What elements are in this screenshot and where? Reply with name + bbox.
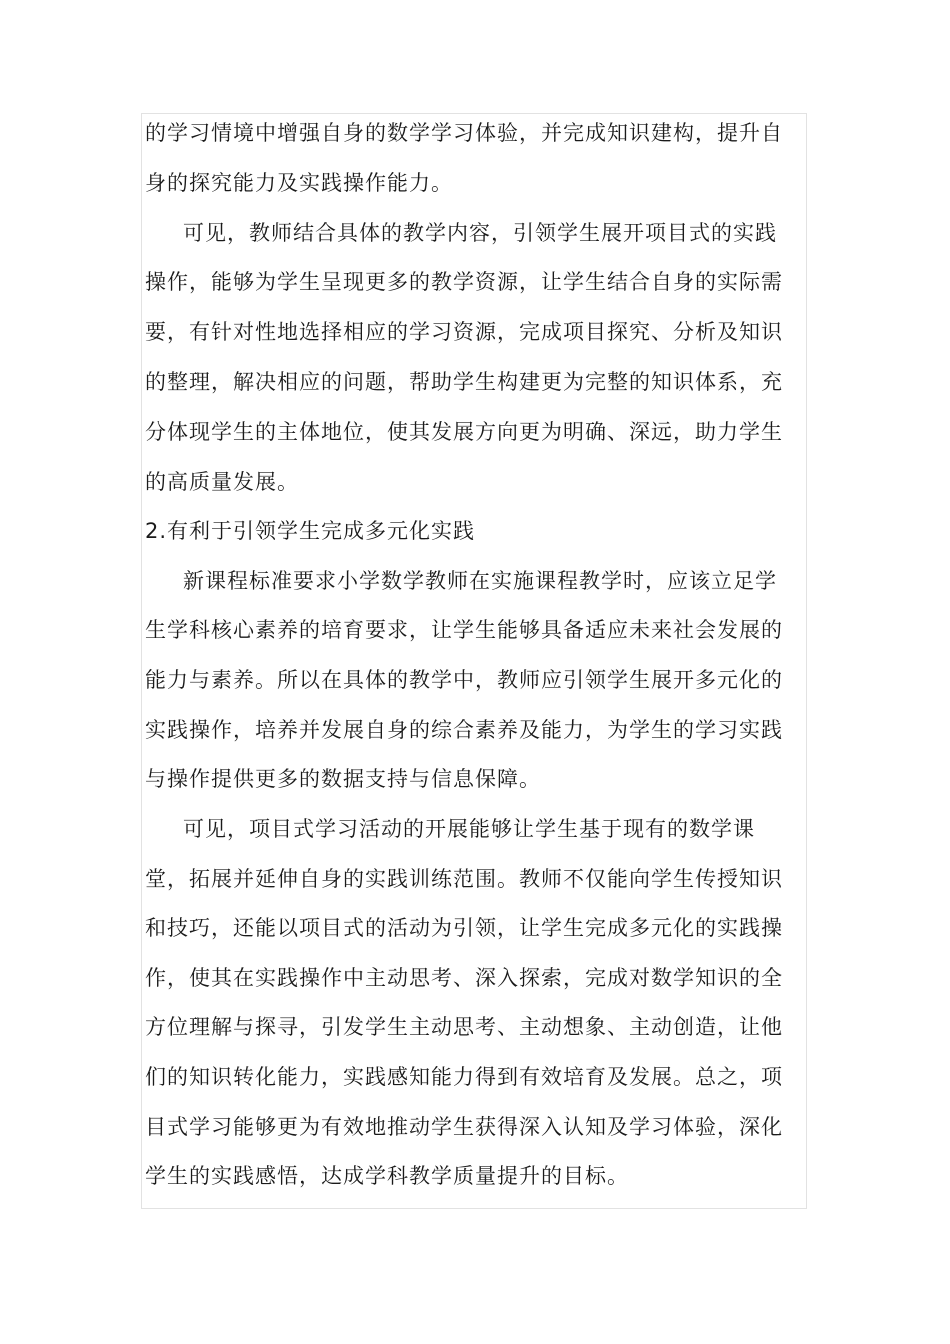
body-text-line: 实践操作，培养并发展自身的综合素养及能力，为学生的学习实践 [145, 718, 783, 742]
body-text-line: 的整理，解决相应的问题，帮助学生构建更为完整的知识体系，充 [145, 370, 783, 394]
body-text-line: 身的探究能力及实践操作能力。 [145, 171, 453, 195]
paragraph-first-line: 可见，项目式学习活动的开展能够让学生基于现有的数学课 [183, 817, 755, 841]
body-text-line: 方位理解与探寻，引发学生主动思考、主动想象、主动创造，让他 [145, 1015, 783, 1039]
body-text-line: 操作，能够为学生呈现更多的教学资源，让学生结合自身的实际需 [145, 270, 783, 294]
body-text-line: 要，有针对性地选择相应的学习资源，完成项目探究、分析及知识 [145, 320, 783, 344]
body-text-line: 学生的实践感悟，达成学科教学质量提升的目标。 [145, 1164, 629, 1188]
body-text-line: 堂，拓展并延伸自身的实践训练范围。教师不仅能向学生传授知识 [145, 867, 783, 891]
body-text-line: 与操作提供更多的数据支持与信息保障。 [145, 767, 541, 791]
section-heading: 2.有利于引领学生完成多元化实践 [145, 519, 476, 543]
body-text-line: 能力与素养。所以在具体的教学中，教师应引领学生展开多元化的 [145, 668, 783, 692]
body-text-line: 们的知识转化能力，实践感知能力得到有效培育及发展。总之，项 [145, 1065, 783, 1089]
body-text-line: 生学科核心素养的培育要求，让学生能够具备适应未来社会发展的 [145, 618, 783, 642]
body-text-line: 分体现学生的主体地位，使其发展方向更为明确、深远，助力学生 [145, 420, 783, 444]
paragraph-first-line: 新课程标准要求小学数学教师在实施课程教学时，应该立足学 [183, 569, 777, 593]
body-text-line: 和技巧，还能以项目式的活动为引领，让学生完成多元化的实践操 [145, 916, 783, 940]
body-text-line: 的高质量发展。 [145, 470, 299, 494]
paragraph-first-line: 可见，教师结合具体的教学内容，引领学生展开项目式的实践 [183, 221, 777, 245]
body-text-line: 目式学习能够更为有效地推动学生获得深入认知及学习体验，深化 [145, 1115, 783, 1139]
body-text-line: 的学习情境中增强自身的数学学习体验，并完成知识建构，提升自 [145, 121, 783, 145]
body-text-line: 作，使其在实践操作中主动思考、深入探索，完成对数学知识的全 [145, 966, 783, 990]
